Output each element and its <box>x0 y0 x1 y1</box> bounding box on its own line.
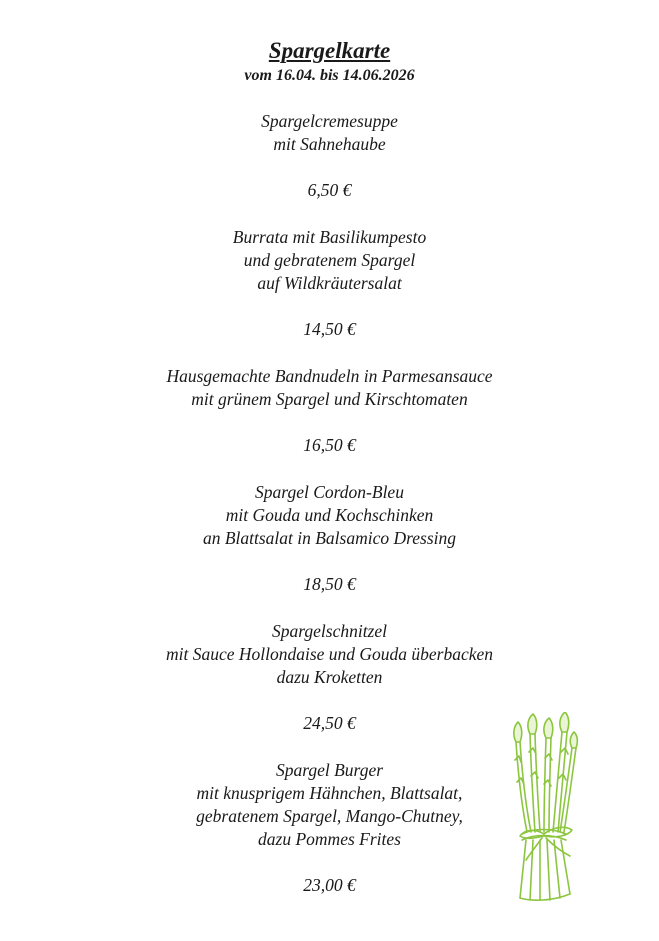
dish-item <box>0 226 659 341</box>
dish-price: 23,00 € <box>303 875 356 895</box>
dish-price: 14,50 € <box>303 319 356 339</box>
dish-description: mit Sahnehaube <box>273 134 386 154</box>
asparagus-bundle-icon <box>500 712 582 902</box>
dish-description: auf Wildkräutersalat <box>257 273 402 293</box>
dish-description: mit Sauce Hollondaise und Gouda überbacken <box>165 644 494 664</box>
dish-description: an Blattsalat in Balsamico Dressing <box>202 528 457 548</box>
dish-description: dazu Pommes Frites <box>258 829 401 849</box>
dish-description: mit grünem Spargel und Kirschtomaten <box>191 389 468 409</box>
dish-name: Spargelschnitzel <box>271 621 388 641</box>
dish-item <box>0 481 659 596</box>
dish-name: Hausgemachte Bandnudeln in Parmesansauce <box>166 366 493 386</box>
dish-item <box>0 365 659 457</box>
dish-description: und gebratenem Spargel <box>243 250 416 270</box>
dish-price: 6,50 € <box>307 180 352 200</box>
menu-title: Spargelkarte <box>268 38 391 63</box>
dish-item <box>0 110 659 202</box>
dish-description: gebratenem Spargel, Mango-Chutney, <box>196 806 463 826</box>
menu-period: vom 16.04. bis 14.06.2026 <box>244 67 415 84</box>
dish-name: Spargel Burger <box>275 760 384 780</box>
dish-price: 24,50 € <box>303 713 356 733</box>
dish-name: Spargel Cordon-Bleu <box>255 482 404 502</box>
dish-description: mit knusprigem Hähnchen, Blattsalat, <box>196 783 463 803</box>
dish-description: mit Gouda und Kochschinken <box>225 505 434 525</box>
dish-name: Spargelcremesuppe <box>261 111 398 131</box>
dish-price: 16,50 € <box>303 435 356 455</box>
dish-price: 18,50 € <box>303 574 356 594</box>
dish-description: dazu Kroketten <box>276 667 383 687</box>
dish-name: Burrata mit Basilikumpesto <box>232 227 427 247</box>
